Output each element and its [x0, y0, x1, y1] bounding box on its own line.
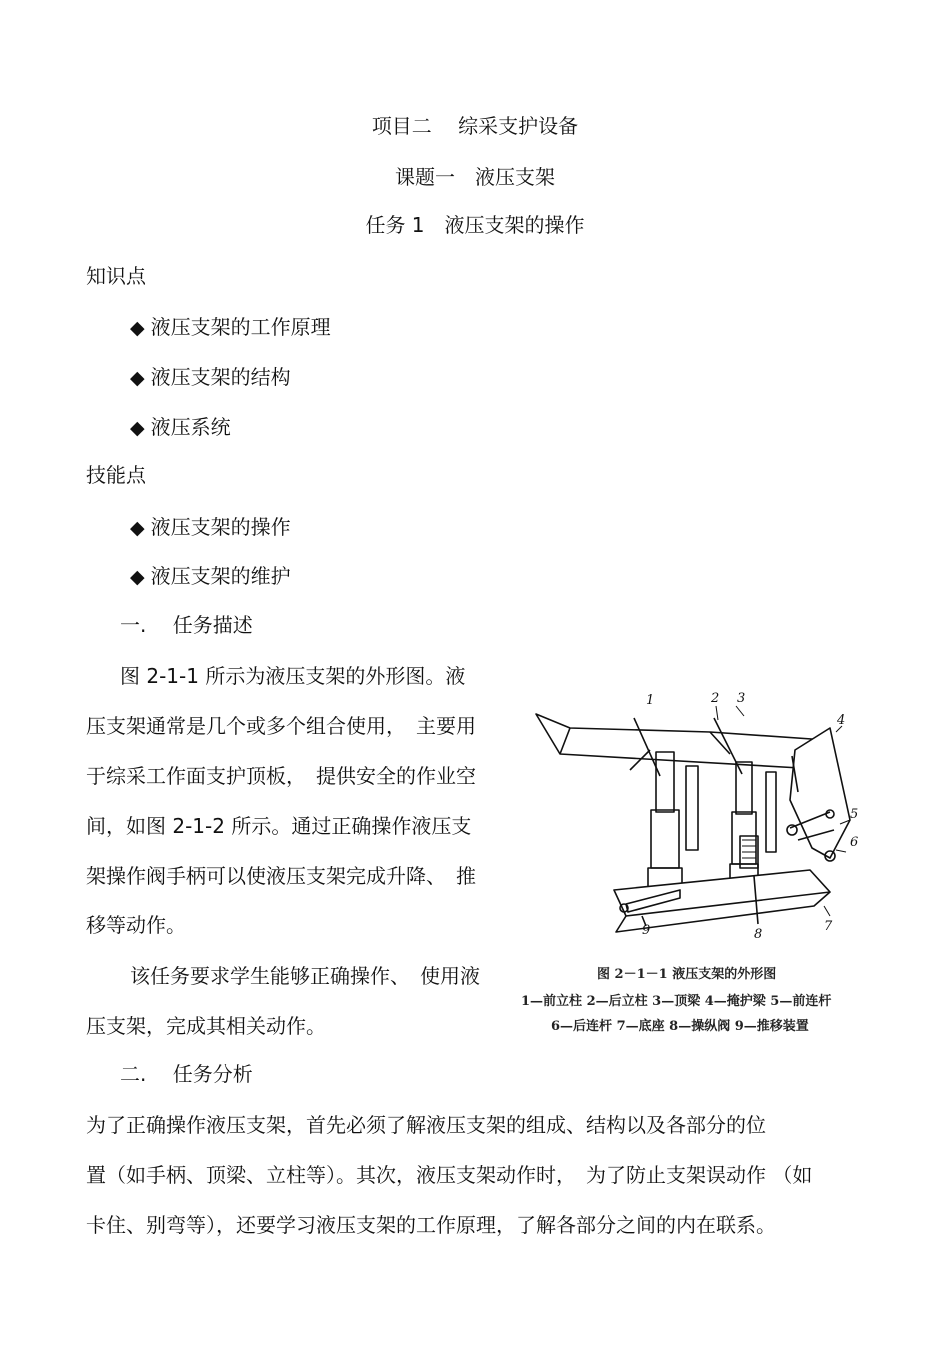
diamond-bullet-icon: ◆ — [130, 566, 145, 588]
paragraph-line: 置（如手柄、顶梁、立柱等）。其次，液压支架动作时， 为了防止支架误动作 （如 — [86, 1163, 813, 1187]
paragraph-line: 图 2-1-1 所示为液压支架的外形图。液 — [120, 664, 466, 688]
figure-label: 8 — [754, 927, 763, 942]
topic-title: 课题一 液压支架 — [395, 165, 555, 189]
hydraulic-support-figure — [530, 680, 875, 945]
diamond-bullet-icon: ◆ — [130, 367, 145, 389]
paragraph-line: 架操作阀手柄可以使液压支架完成升降、 推 — [86, 864, 476, 888]
paragraph-line: 压支架，完成其相关动作。 — [86, 1014, 326, 1038]
figure-caption: 图 2－1－1 液压支架的外形图 — [597, 967, 777, 982]
diamond-bullet-icon: ◆ — [130, 317, 145, 339]
knowledge-heading: 知识点 — [86, 264, 146, 288]
diamond-bullet-icon: ◆ — [130, 417, 145, 439]
knowledge-item: ◆ 液压支架的结构 — [130, 365, 291, 389]
section2-heading: 二. 任务分析 — [120, 1062, 253, 1086]
paragraph-line: 移等动作。 — [86, 913, 186, 937]
paragraph-line: 于综采工作面支护顶板， 提供安全的作业空 — [86, 764, 476, 788]
figure-label: 3 — [737, 691, 746, 706]
knowledge-item: ◆ 液压支架的工作原理 — [130, 315, 331, 339]
paragraph-line: 压支架通常是几个或多个组合使用， 主要用 — [86, 714, 476, 738]
figure-legend-line: 1—前立柱 2—后立柱 3—顶梁 4—掩护梁 5—前连杆 — [521, 994, 832, 1009]
figure-label: 5 — [850, 807, 859, 822]
skills-heading: 技能点 — [86, 463, 146, 487]
figure-label: 4 — [837, 713, 846, 728]
paragraph-line: 该任务要求学生能够正确操作、 使用液 — [130, 964, 480, 988]
figure-label: 7 — [824, 919, 833, 934]
paragraph-line: 卡住、别弯等），还要学习液压支架的工作原理，了解各部分之间的内在联系。 — [86, 1213, 776, 1237]
figure-label: 1 — [646, 693, 655, 708]
diamond-bullet-icon: ◆ — [130, 517, 145, 539]
figure-label: 6 — [850, 835, 859, 850]
paragraph-line: 为了正确操作液压支架，首先必须了解液压支架的组成、结构以及各部分的位 — [86, 1113, 766, 1137]
skill-item: ◆ 液压支架的维护 — [130, 564, 291, 588]
figure-label: 2 — [711, 691, 720, 706]
knowledge-item: ◆ 液压系统 — [130, 415, 231, 439]
figure-label: 9 — [642, 923, 651, 938]
skill-item: ◆ 液压支架的操作 — [130, 515, 291, 539]
project-title: 项目二 综采支护设备 — [371, 114, 579, 138]
paragraph-line: 间，如图 2-1-2 所示。通过正确操作液压支 — [86, 814, 472, 838]
section1-heading: 一. 任务描述 — [120, 613, 253, 637]
figure-legend-line: 6—后连杆 7—底座 8—操纵阀 9—推移装置 — [551, 1019, 809, 1034]
task-title: 任务 1 液压支架的操作 — [365, 213, 585, 237]
